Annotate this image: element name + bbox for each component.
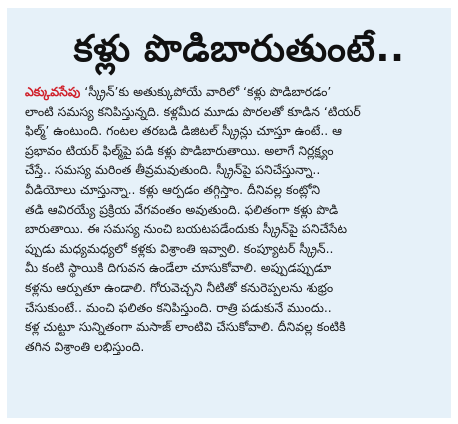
- article-line: తడి ఆవిరయ్యే ప్రక్రియ వేగవంతం అవుతుంది. ఫలితంగా కళ్లు పొడి: [25, 201, 339, 217]
- lead-word: ఎక్కువసేపు: [25, 84, 81, 99]
- article-line: చేసుకుంటే.. మంచి ఫలితం కనిపిస్తుంది. రాత్రి పడుకునే ముందు..: [25, 299, 332, 315]
- article-line: చేస్తే.. సమస్య మరింత తీవ్రమవుతుంది. స్క్రీన్‌పై పనిచేస్తున్నా..: [25, 162, 321, 178]
- article-line: బారుతాయి. ఈ సమస్య నుంచి బయటపడేందుకు స్క్రీన్‌పై పనిచేసేట: [25, 221, 348, 237]
- article-line: తగిన విశ్రాంతి లభిస్తుంది.: [25, 338, 145, 354]
- article-body: [25, 82, 439, 356]
- article-headline: కళ్లు పొడిబారుతుంటే..: [73, 27, 405, 70]
- article-line-text: ‘స్క్రీన్’కు అతుక్కుపోయే వారిలో ‘కళ్లు పొడిబారడం’: [84, 84, 332, 99]
- article-line: మీ కంటి స్థాయికి దిగువన ఉండేలా చూసుకోవాలి. అప్పుడప్పుడూ: [25, 260, 332, 276]
- article-line: కళ్ల చుట్టూ సున్నితంగా మసాజ్ లాంటివి చేసుకోవాలి. దీనివల్ల కంటికి: [25, 319, 346, 335]
- article-line: ప్రభావం టియర్ ఫిల్మ్‌పై పడి కళ్లు పొడిబారుతాయి. అలాగే నిర్లక్ష్యం: [25, 142, 334, 158]
- article-line: లాంటి సమస్య కనిపిస్తున్నది. కళ్లమీద మూడు పొరలతో కూడిన ‘టియర్: [25, 103, 361, 119]
- article-line: ఫిల్మ్’ ఉంటుంది. గంటల తరబడి డిజిటల్ స్క్రీన్లు చూస్తూ ఉంటే.. ఆ: [25, 123, 343, 139]
- article-line: కళ్లను ఆర్పుతూ ఉండాలి. గోరువెచ్చని నీటితో కనురెప్పలను శుభ్రం: [25, 279, 334, 295]
- article-line: [25, 82, 435, 102]
- article-line: వీడియోలు చూస్తున్నా.. కళ్లు ఆర్పడం తగ్గిస్తాం. దీనివల్ల కంట్లోని: [25, 181, 321, 197]
- article-panel: [7, 8, 451, 418]
- article-line: ప్పుడు మధ్యమధ్యలో కళ్లకు విశ్రాంతి ఇవ్వాలి. కంప్యూటర్ స్క్రీన్..: [25, 240, 334, 256]
